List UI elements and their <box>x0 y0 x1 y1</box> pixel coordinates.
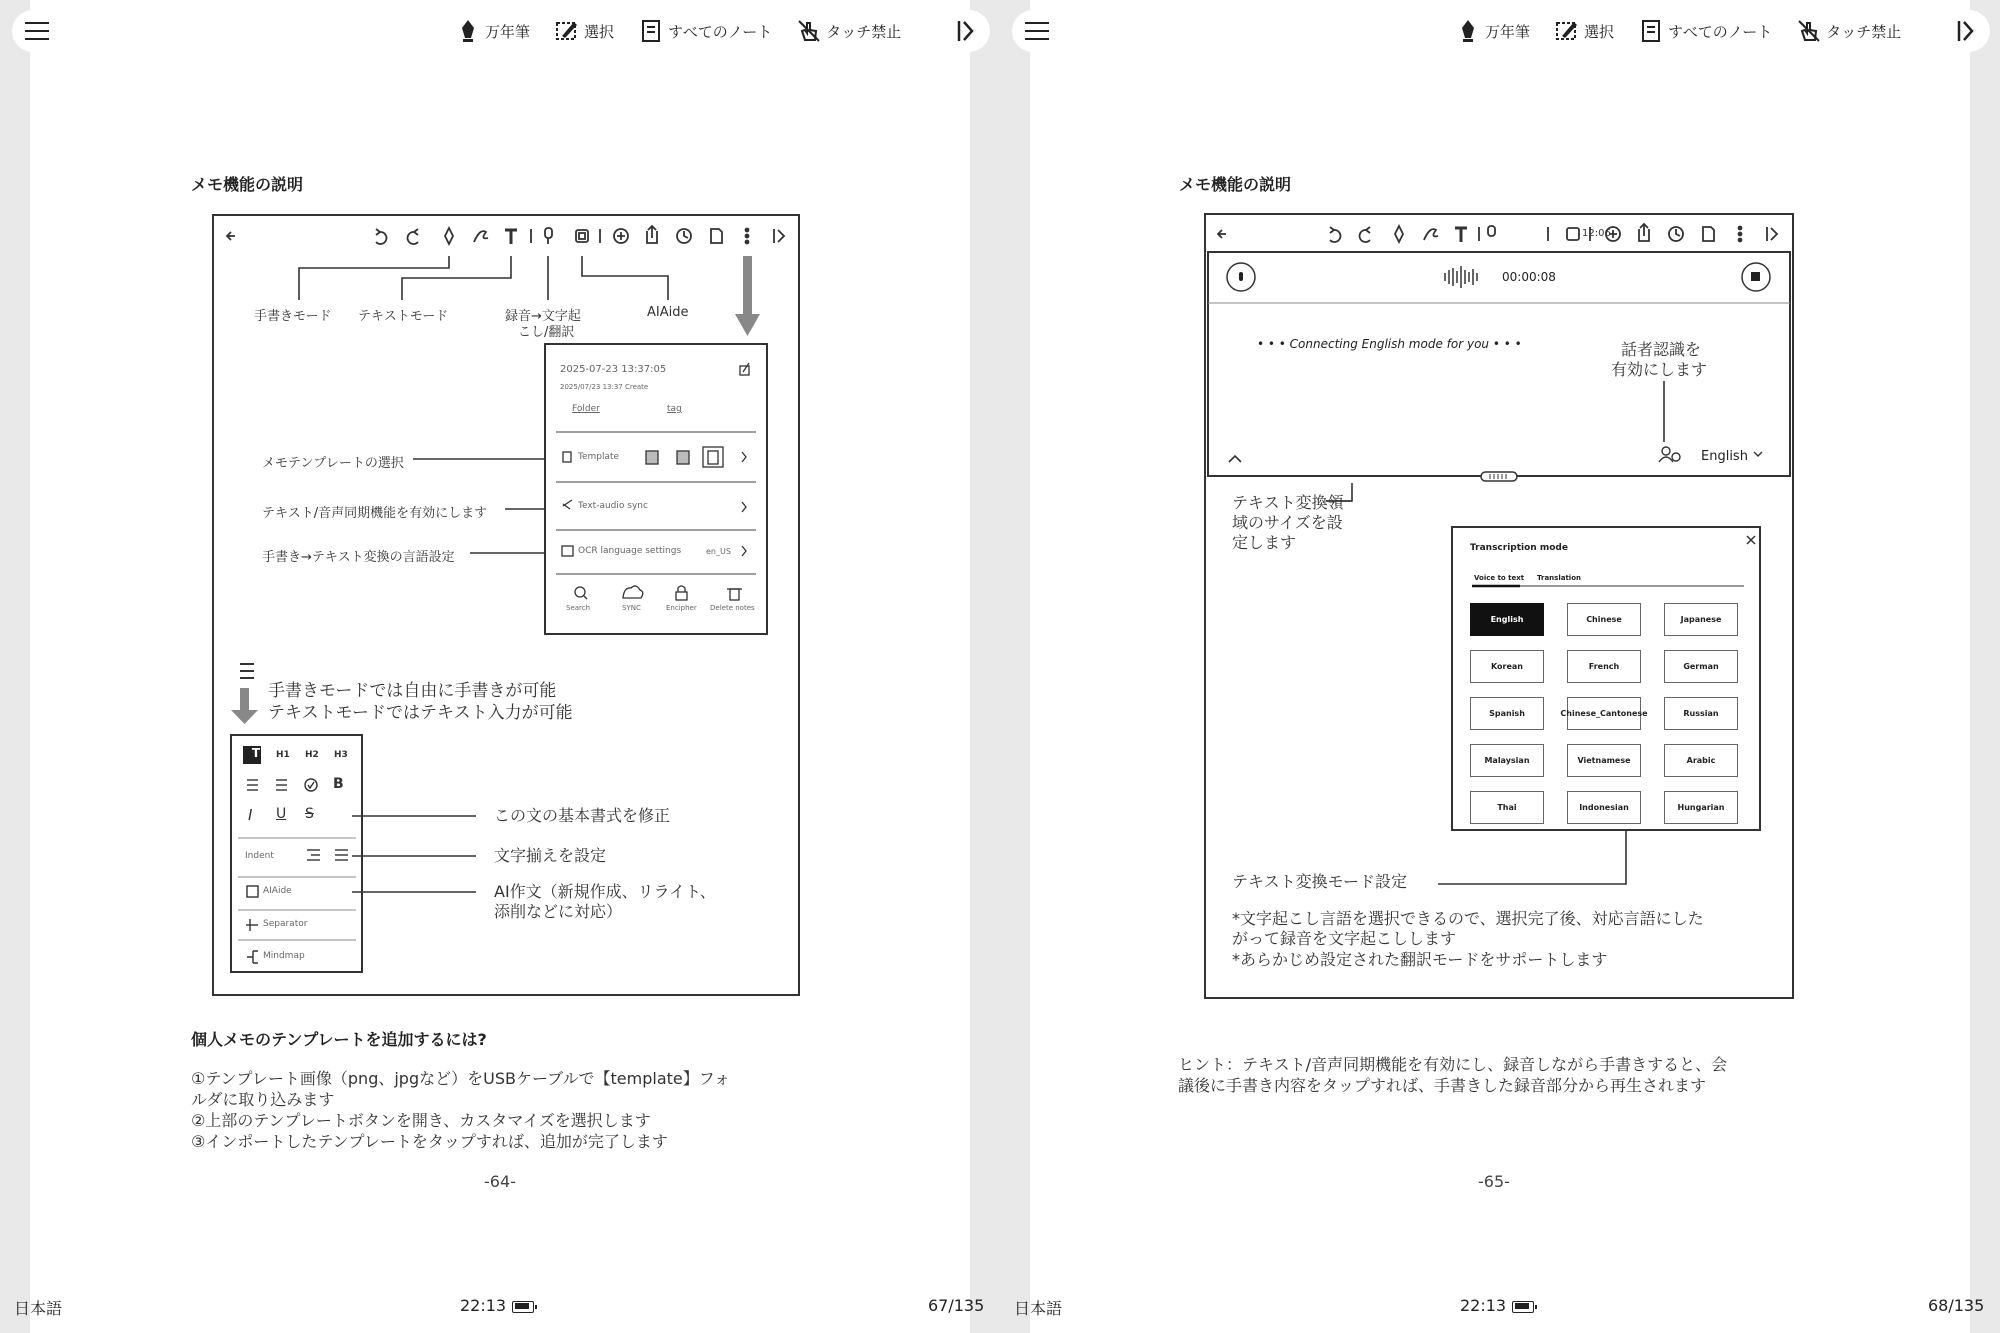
text-format-icon[interactable]: T <box>251 746 261 760</box>
italic-button[interactable]: I <box>248 806 253 824</box>
no-touch-label: タッチ禁止 <box>826 22 902 41</box>
callout-speaker: 話者認識を <box>1621 340 1702 359</box>
underline-button[interactable]: U <box>276 806 287 822</box>
right-page-pane <box>1000 0 2000 1333</box>
strike-button[interactable]: S <box>305 806 314 822</box>
callout-aiaide: AIAide <box>647 305 689 320</box>
select-tool-label: 選択 <box>584 22 615 41</box>
callout-recording-line2: こし/翻訳 <box>518 325 575 340</box>
pen-tool-label: 万年筆 <box>485 22 531 41</box>
callout-ai-writing: AI作文（新規作成、リライト、 <box>494 882 716 901</box>
tag-link-label: tag <box>667 404 682 414</box>
status-language: 日本語 <box>1014 1299 1063 1318</box>
mode-desc-handwriting: 手書きモードでは自由に手書きが可能 <box>268 681 557 701</box>
pen-tool-label: 万年筆 <box>1485 22 1531 41</box>
language-option[interactable]: Indonesian <box>1567 791 1641 824</box>
aiaide-button[interactable]: AIAide <box>263 886 292 896</box>
template-row[interactable]: Template <box>578 452 620 462</box>
language-option[interactable]: German <box>1664 650 1738 683</box>
status-time <box>460 1296 534 1315</box>
language-option[interactable]: Malaysian <box>1470 744 1544 777</box>
language-option[interactable]: Spanish <box>1470 697 1544 730</box>
callout-text-audio: テキスト/音声同期機能を有効にします <box>262 506 488 521</box>
connecting-status: • • • Connecting English mode for you • • • <box>1257 337 1522 351</box>
section-title: メモ機能の説明 <box>191 175 304 194</box>
step-1: ①テンプレート画像（png、jpgなど）をUSBケーブルで【template】フォ <box>191 1069 730 1088</box>
language-option[interactable]: Japanese <box>1664 603 1738 636</box>
mini-toolbar <box>227 226 784 244</box>
language-selector[interactable]: English <box>1701 449 1748 464</box>
callout-resize-2: 域のサイズを設 <box>1232 513 1343 532</box>
mini-toolbar-time: 12:06 <box>1582 228 1611 239</box>
callout-basic-format: この文の基本書式を修正 <box>494 806 671 825</box>
h3-button[interactable]: H3 <box>334 750 348 760</box>
callout-ocr-lang: 手書き→テキスト変換の言語設定 <box>262 550 455 565</box>
language-option[interactable]: English <box>1470 603 1544 636</box>
recording-timer: 00:00:08 <box>1502 270 1556 284</box>
callout-template-select: メモテンプレートの選択 <box>262 456 404 471</box>
h2-button[interactable]: H2 <box>305 750 319 760</box>
language-option[interactable]: Vietnamese <box>1567 744 1641 777</box>
language-option[interactable]: Arabic <box>1664 744 1738 777</box>
note-datetime: 2025-07-23 13:37:05 <box>560 364 667 375</box>
status-time-label: 22:13 <box>460 1296 507 1315</box>
callout-recording: 録音→文字起 <box>505 309 581 324</box>
how-to-title: 個人メモのテンプレートを追加するには? <box>191 1030 487 1049</box>
battery-icon <box>1512 1301 1534 1313</box>
separator-button[interactable]: Separator <box>263 919 308 929</box>
step-1-cont: ルダに取り込みます <box>191 1090 335 1109</box>
callout-ai-writing-line2: 添削などに対応） <box>494 902 623 921</box>
delete-notes-button[interactable]: Delete notes <box>710 604 755 612</box>
callout-alignment: 文字揃えを設定 <box>494 846 607 865</box>
language-option[interactable]: Chinese <box>1567 603 1641 636</box>
language-option[interactable]: Chinese_Cantonese <box>1567 697 1641 730</box>
no-touch-label: タッチ禁止 <box>1826 22 1902 41</box>
language-option[interactable]: Russian <box>1664 697 1738 730</box>
status-pages: 67/135 <box>928 1296 985 1315</box>
note-created: 2025/07/23 13:37 Create <box>560 383 649 391</box>
text-audio-sync-row[interactable]: Text-audio sync <box>578 501 648 511</box>
status-time <box>1460 1296 1534 1315</box>
mode-desc-text: テキストモードではテキスト入力が可能 <box>268 703 573 723</box>
tab-voice-to-text[interactable]: Voice to text <box>1474 574 1525 582</box>
folder-link[interactable] <box>560 404 600 414</box>
language-option[interactable]: Thai <box>1470 791 1544 824</box>
page-number: -64- <box>484 1172 516 1191</box>
callout-text-mode: テキストモード <box>358 309 449 324</box>
step-2: ②上部のテンプレートボタンを開き、カスタマイズを選択します <box>191 1111 651 1130</box>
bold-button[interactable]: B <box>333 776 344 792</box>
callout-handwriting-mode: 手書きモード <box>254 309 332 324</box>
hint-line-2: 議後に手書き内容をタップすれば、手書きした録音部分から再生されます <box>1178 1076 1707 1095</box>
tag-link[interactable] <box>655 404 682 414</box>
ocr-value: en_US <box>706 547 731 556</box>
status-time-label: 22:13 <box>1460 1296 1507 1315</box>
encipher-button[interactable]: Encipher <box>666 604 697 612</box>
status-pages: 68/135 <box>1928 1296 1985 1315</box>
h1-button[interactable]: H1 <box>276 750 290 760</box>
indent-label: Indent <box>245 851 274 861</box>
dialog-title: Transcription mode <box>1470 543 1568 553</box>
step-3: ③インポートしたテンプレートをタップすれば、追加が完了します <box>191 1132 668 1151</box>
sync-button[interactable]: SYNC <box>622 604 641 612</box>
callout-mode-setting: テキスト変換モード設定 <box>1232 872 1408 891</box>
callout-resize-1: テキスト変換領 <box>1232 493 1344 512</box>
all-notes-label: すべてのノート <box>668 22 773 41</box>
callout-resize-3: 定します <box>1232 533 1297 552</box>
hint-line-1: ヒント：テキスト/音声同期機能を有効にし、録音しながら手書きすると、会 <box>1178 1055 1728 1074</box>
page-number: -65- <box>1478 1172 1510 1191</box>
select-tool-label: 選択 <box>1584 22 1615 41</box>
folder-link-label: Folder <box>572 404 600 414</box>
language-option[interactable]: Korean <box>1470 650 1544 683</box>
note-1-cont: がって録音を文字起こしします <box>1232 929 1457 948</box>
language-option[interactable]: French <box>1567 650 1641 683</box>
battery-icon <box>512 1301 534 1313</box>
language-option[interactable]: Hungarian <box>1664 791 1738 824</box>
all-notes-label: すべてのノート <box>1668 22 1773 41</box>
note-2: *あらかじめ設定された翻訳モードをサポートします <box>1232 950 1608 969</box>
search-button[interactable]: Search <box>566 604 591 612</box>
callout-speaker-line2: 有効にします <box>1611 360 1708 379</box>
mindmap-button[interactable]: Mindmap <box>263 951 305 961</box>
section-title: メモ機能の説明 <box>1179 175 1292 194</box>
ocr-settings-row[interactable]: OCR language settings <box>578 546 682 556</box>
status-language: 日本語 <box>14 1299 63 1318</box>
note-1: *文字起こし言語を選択できるので、選択完了後、対応言語にした <box>1232 909 1704 928</box>
tab-translation[interactable]: Translation <box>1537 574 1581 582</box>
